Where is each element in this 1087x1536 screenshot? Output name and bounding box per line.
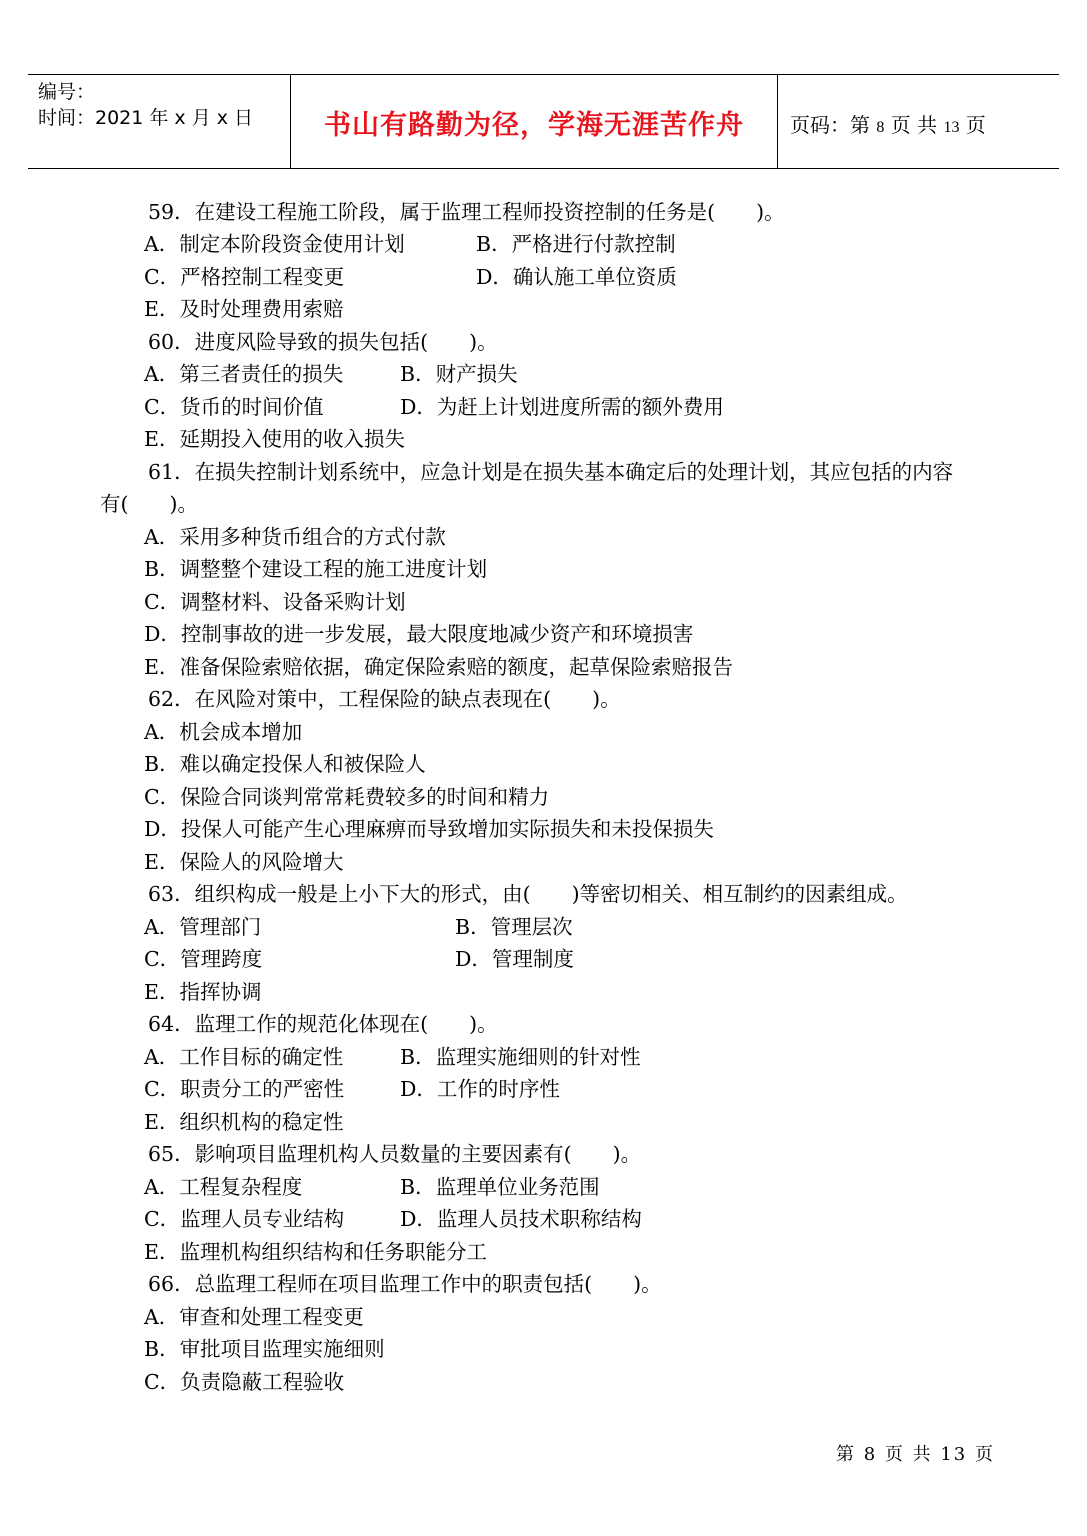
option: E．组织机构的稳定性 xyxy=(144,1110,344,1134)
option: E．延期投入使用的收入损失 xyxy=(144,427,405,451)
option: B．监理实施细则的针对性 xyxy=(400,1045,641,1069)
option: A．采用多种货币组合的方式付款 xyxy=(144,525,446,549)
option: A．审查和处理工程变更 xyxy=(144,1305,364,1329)
question-66: 66．总监理工程师在项目监理工作中的职责包括( )。 xyxy=(148,1272,662,1296)
option: E．准备保险索赔依据，确定保险索赔的额度，起草保险索赔报告 xyxy=(144,655,733,679)
option: D．工作的时序性 xyxy=(400,1077,560,1101)
option: E．及时处理费用索赔 xyxy=(144,297,344,321)
option: B．管理层次 xyxy=(455,915,573,939)
question-62: 62．在风险对策中，工程保险的缺点表现在( )。 xyxy=(148,687,621,711)
page-suffix: 页 xyxy=(965,113,986,137)
question-60: 60．进度风险导致的损失包括( )。 xyxy=(148,330,498,354)
option: C．严格控制工程变更 xyxy=(144,265,345,289)
option: B．监理单位业务范围 xyxy=(400,1175,600,1199)
option: B．调整整个建设工程的施工进度计划 xyxy=(144,557,488,581)
option: E．监理机构组织结构和任务职能分工 xyxy=(144,1240,487,1264)
page-mid: 页 共 xyxy=(890,113,938,137)
option: D．投保人可能产生心理麻痹而导致增加实际损失和未投保损失 xyxy=(144,817,714,841)
question-61-continued: 有( )。 xyxy=(100,492,198,516)
page-indicator xyxy=(790,109,986,138)
option: A．管理部门 xyxy=(144,915,262,939)
question-64: 64．监理工作的规范化体现在( )。 xyxy=(148,1012,498,1036)
option: E．保险人的风险增大 xyxy=(144,850,344,874)
option: C．货币的时间价值 xyxy=(144,395,324,419)
page-current: 8 xyxy=(876,119,885,136)
question-61: 61．在损失控制计划系统中，应急计划是在损失基本确定后的处理计划，其应包括的内容 xyxy=(148,460,954,484)
option: C．监理人员专业结构 xyxy=(144,1207,345,1231)
option: C．保险合同谈判常常耗费较多的时间和精力 xyxy=(144,785,550,809)
time-label: 时间：2021 年 x 月 x 日 xyxy=(38,107,254,129)
option: D．控制事故的进一步发展，最大限度地减少资产和环境损害 xyxy=(144,622,694,646)
option: B．严格进行付款控制 xyxy=(476,232,676,256)
question-59: 59．在建设工程施工阶段，属于监理工程师投资控制的任务是( )。 xyxy=(148,200,785,224)
header-meta xyxy=(38,79,253,131)
option: A．机会成本增加 xyxy=(144,720,303,744)
page-footer: 第 8 页 共 13 页 xyxy=(836,1444,995,1465)
option: C．管理跨度 xyxy=(144,947,263,971)
option: D．确认施工单位资质 xyxy=(476,265,677,289)
option: A．工作目标的确定性 xyxy=(144,1045,344,1069)
option: D．监理人员技术职称结构 xyxy=(400,1207,642,1231)
question-63: 63．组织构成一般是上小下大的形式，由( )等密切相关、相互制约的因素组成。 xyxy=(148,882,908,906)
option: C．职责分工的严密性 xyxy=(144,1077,345,1101)
option: A．工程复杂程度 xyxy=(144,1175,303,1199)
header-table xyxy=(28,74,1059,169)
option: C．负责隐蔽工程验收 xyxy=(144,1370,345,1394)
option: E．指挥协调 xyxy=(144,980,262,1004)
option: B．难以确定投保人和被保险人 xyxy=(144,752,426,776)
page-total: 13 xyxy=(943,119,960,136)
question-65: 65．影响项目监理机构人员数量的主要因素有( )。 xyxy=(148,1142,642,1166)
option: A．制定本阶段资金使用计划 xyxy=(144,232,405,256)
option: C．调整材料、设备采购计划 xyxy=(144,590,406,614)
option: B．财产损失 xyxy=(400,362,518,386)
motto: 书山有路勤为径，学海无涯苦作舟 xyxy=(324,110,744,141)
option: D．为赶上计划进度所需的额外费用 xyxy=(400,395,724,419)
option: A．第三者责任的损失 xyxy=(144,362,344,386)
page-prefix: 页码：第 xyxy=(790,113,870,137)
option: B．审批项目监理实施细则 xyxy=(144,1337,385,1361)
header-divider xyxy=(777,75,778,168)
option: D．管理制度 xyxy=(455,947,574,971)
number-label: 编号： xyxy=(38,81,96,103)
